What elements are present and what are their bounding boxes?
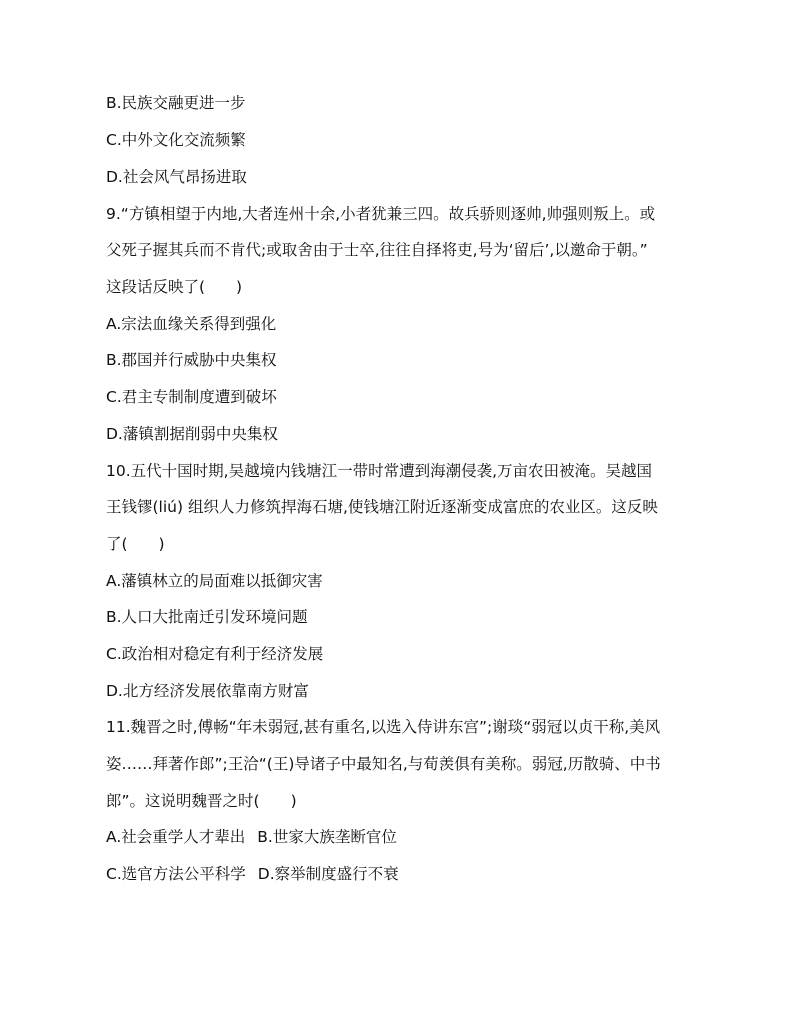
q11-options-row — [106, 827, 706, 847]
q9-option-b: B.郡国并行威胁中央集权 — [106, 351, 277, 369]
q11-stem-line: 姿……拜著作郎”;王洽“(王)导诸子中最知名,与荀羡俱有美称。弱冠,历散骑、中书 — [106, 755, 661, 773]
q10-stem-line: 了( ) — [106, 535, 165, 553]
q9-option-d: D.藩镇割据削弱中央集权 — [106, 425, 278, 443]
q11-stem-line: 11.魏晋之时,傅畅“年未弱冠,甚有重名,以选入侍讲东宫”;谢琰“弱冠以贞干称,美风 — [106, 718, 661, 736]
q10-option-c: C.政治相对稳定有利于经济发展 — [106, 645, 324, 663]
q10-stem-line: 王钱镠(liú) 组织人力修筑捍海石塘,使钱塘江附近逐渐变成富庶的农业区。这反映 — [106, 498, 658, 516]
q10-option-a: A.藩镇林立的局面难以抵御灾害 — [106, 572, 323, 590]
q8-option-d: D.社会风气昂扬进取 — [106, 168, 247, 186]
q11-option-a: A.社会重学人才辈出 — [106, 828, 246, 846]
q11-options-row — [106, 864, 706, 884]
q9-option-a: A.宗法血缘关系得到强化 — [106, 315, 277, 333]
q11-stem-line: 郎”。这说明魏晋之时( ) — [106, 792, 297, 810]
q9-option-c: C.君主专制制度遭到破坏 — [106, 388, 277, 406]
q10-option-b: B.人口大批南迁引发环境问题 — [106, 608, 308, 626]
q11-option-d: D.察举制度盛行不衰 — [257, 865, 399, 883]
q8-option-c: C.中外文化交流频繁 — [106, 131, 246, 149]
q11-option-b: B.世家大族垄断官位 — [257, 828, 397, 846]
q9-stem-line: 父死子握其兵而不肯代;或取舍由于士卒,往往自择将吏,号为‘留后’,以邀命于朝。” — [106, 241, 648, 259]
q10-option-d: D.北方经济发展依靠南方财富 — [106, 682, 309, 700]
q8-option-b: B.民族交融更进一步 — [106, 94, 246, 112]
q10-stem-line: 10.五代十国时期,吴越境内钱塘江一带时常遭到海潮侵袭,万亩农田被淹。吴越国 — [106, 462, 653, 480]
q11-option-c: C.选官方法公平科学 — [106, 865, 246, 883]
q9-stem-line: 这段话反映了( ) — [106, 278, 243, 296]
q9-stem-line: 9.“方镇相望于内地,大者连州十余,小者犹兼三四。故兵骄则逐帅,帅强则叛上。或 — [106, 205, 656, 223]
